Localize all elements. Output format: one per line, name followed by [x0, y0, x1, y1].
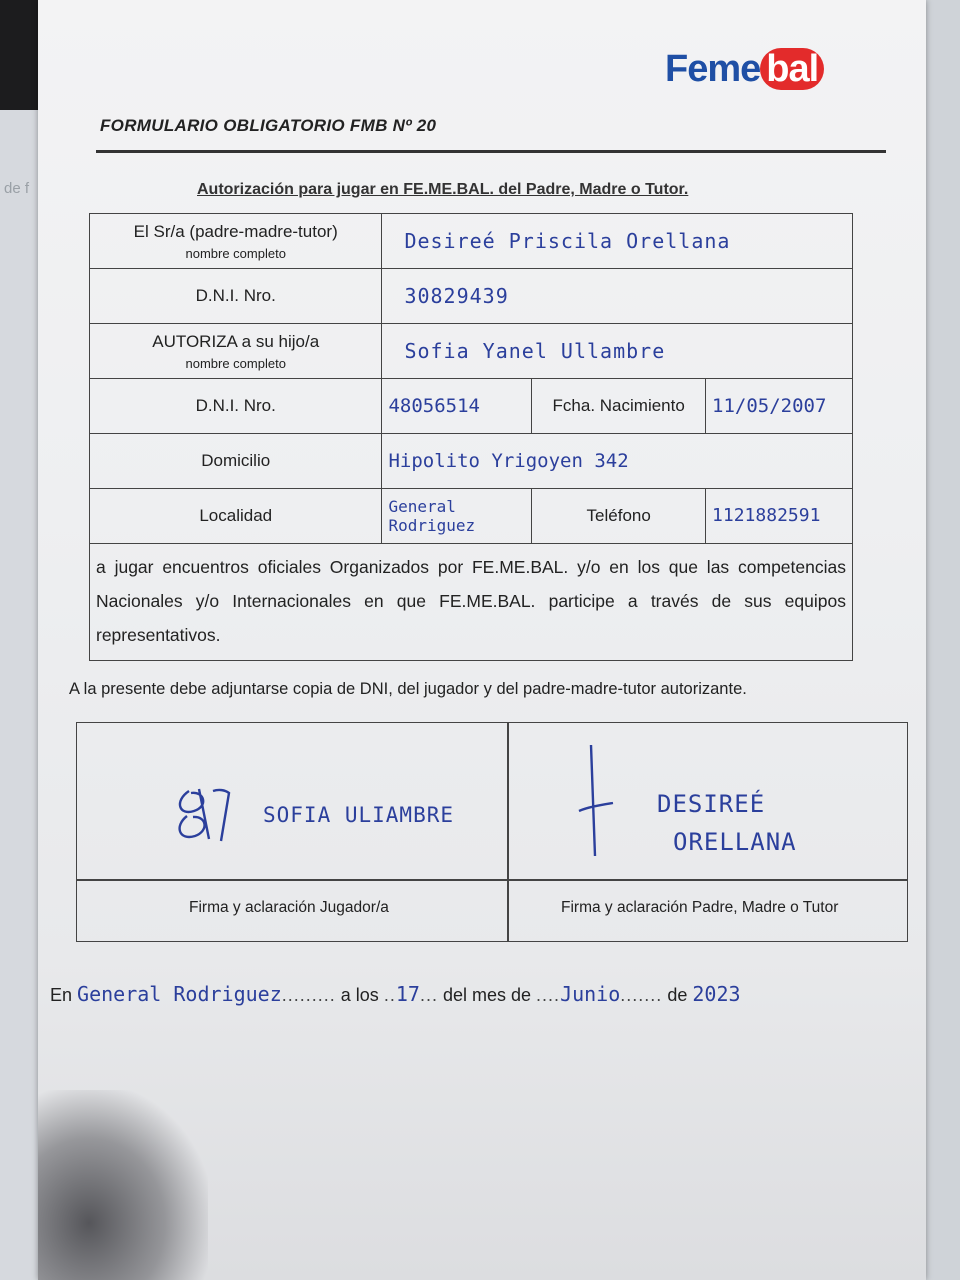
- child-dni-value: 48056514: [382, 379, 532, 434]
- date-place: General Rodriguez: [77, 982, 282, 1006]
- signature-divider: [507, 723, 509, 941]
- child-name-value: Sofia Yanel Ullambre: [382, 324, 853, 379]
- authorization-table: [89, 213, 853, 661]
- title-rule: [96, 150, 886, 153]
- child-name-label: AUTORIZA a su hijo/a nombre completo: [90, 324, 382, 379]
- birth-date-label: Fcha. Nacimiento: [532, 379, 706, 434]
- address-label: Domicilio: [90, 434, 382, 489]
- parent-dni-label: D.N.I. Nro.: [90, 269, 382, 324]
- table-row: [90, 269, 853, 324]
- child-dni-label: D.N.I. Nro.: [90, 379, 382, 434]
- parent-name-label: El Sr/a (padre-madre-tutor) nombre completo: [90, 214, 382, 269]
- photo-shadow: [38, 1090, 208, 1280]
- form-title: FORMULARIO OBLIGATORIO FMB Nº 20: [100, 116, 437, 135]
- city-value: General Rodriguez: [382, 489, 532, 544]
- phone-value: 1121882591: [706, 489, 853, 544]
- signature-caption-divider: [77, 879, 907, 881]
- city-label: Localidad: [90, 489, 382, 544]
- table-row: [90, 489, 853, 544]
- background-paper-left: [0, 110, 40, 1280]
- player-aclaracion: SOFIA ULIAMBRE: [263, 803, 455, 827]
- femebal-logo: Feme bal: [665, 48, 824, 104]
- phone-label: Teléfono: [532, 489, 706, 544]
- date-day: 17: [395, 982, 420, 1006]
- parent-signature-mark: [573, 741, 633, 861]
- authorization-paragraph: a jugar encuentros oficiales Organizados por FE.ME.BAL. y/o en los que las competencias Nacionales y/o Internacionales en que FE.ME.BAL. participe a través de sus equipos representativos.: [90, 544, 853, 661]
- date-month: Junio: [560, 982, 621, 1006]
- address-value: Hipolito Yrigoyen 342: [382, 434, 853, 489]
- attachment-note: A la presente debe adjuntarse copia de DNI, del jugador y del padre-madre-tutor autorizante.: [69, 680, 747, 698]
- table-row: [90, 214, 853, 269]
- player-signature-caption: Firma y aclaración Jugador/a: [189, 899, 389, 916]
- player-signature-mark: [169, 781, 249, 851]
- parent-name-value: Desireé Priscila Orellana: [382, 214, 853, 269]
- table-row: [90, 544, 853, 661]
- table-row: [90, 379, 853, 434]
- signature-box: [76, 722, 908, 942]
- date-year: 2023: [692, 982, 741, 1006]
- form-subtitle: Autorización para jugar en FE.ME.BAL. del Padre, Madre o Tutor.: [197, 181, 689, 198]
- birth-date-value: 11/05/2007: [706, 379, 853, 434]
- parent-dni-value: 30829439: [382, 269, 853, 324]
- table-row: [90, 324, 853, 379]
- parent-signature-caption: Firma y aclaración Padre, Madre o Tutor: [561, 899, 839, 916]
- table-row: [90, 434, 853, 489]
- date-line: En General Rodriguez......... a los ..17... del mes de ....Junio....... de 2023: [50, 982, 741, 1006]
- background-paper-text: de f: [4, 180, 30, 197]
- parent-aclaracion: DESIREÉ ORELLANA: [657, 790, 797, 856]
